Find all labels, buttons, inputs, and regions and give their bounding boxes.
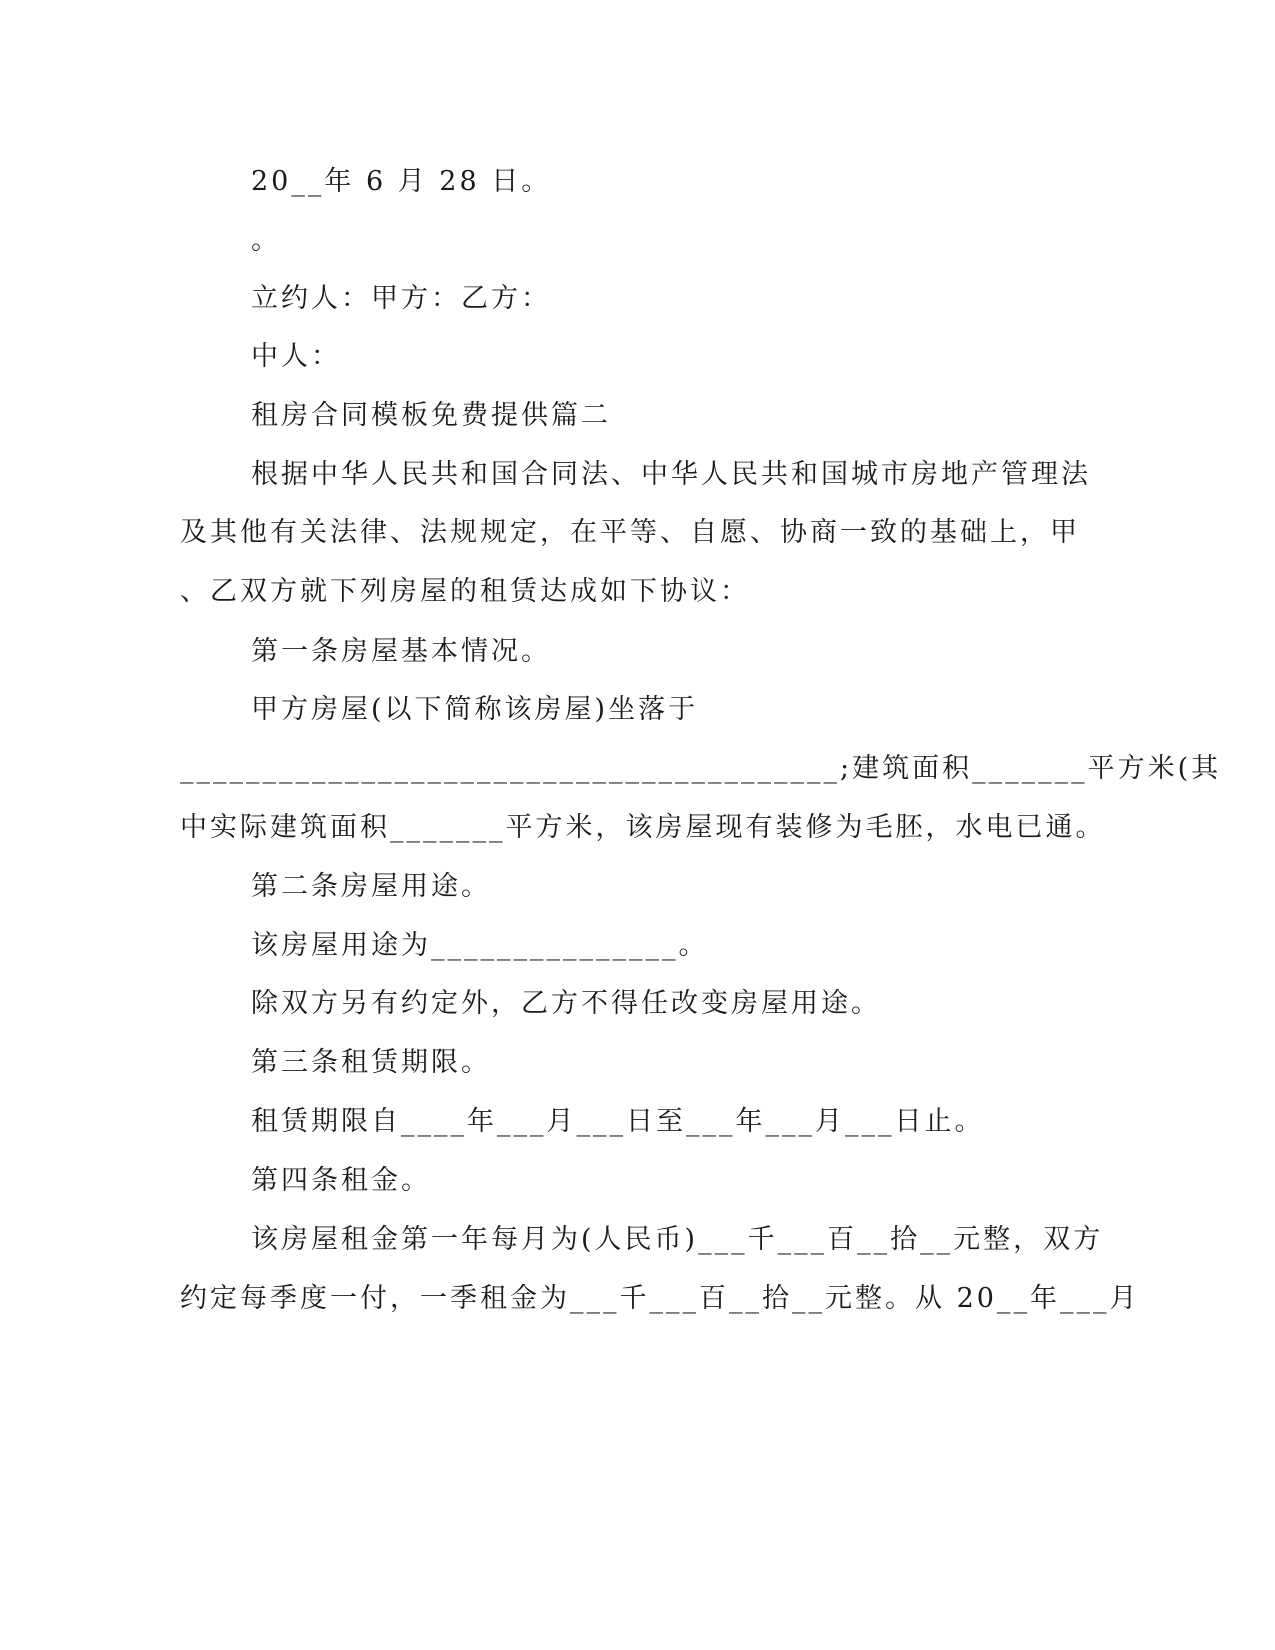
- section-title: 租房合同模板免费提供篇二: [251, 400, 611, 431]
- article-1-text-3: 中实际建筑面积_______平方米，该房屋现有装修为毛胚，水电已通。: [180, 812, 1106, 843]
- article-2-text-2: 除双方另有约定外，乙方不得任改变房屋用途。: [251, 988, 881, 1019]
- article-3-heading: 第三条租赁期限。: [251, 1047, 491, 1078]
- period-line: 。: [251, 225, 281, 256]
- article-1-text-1: 甲方房屋(以下简称该房屋)坐落于: [251, 694, 699, 725]
- article-4-heading: 第四条租金。: [251, 1165, 431, 1196]
- article-4-text-2: 约定每季度一付，一季租金为___千___百__拾__元整。从 20__年___月: [180, 1283, 1140, 1314]
- preamble-line-1: 根据中华人民共和国合同法、中华人民共和国城市房地产管理法: [251, 459, 1091, 490]
- signatories-line: 立约人：甲方：乙方：: [251, 283, 551, 314]
- preamble-line-3: 、乙双方就下列房屋的租赁达成如下协议：: [180, 576, 750, 607]
- date-line: 20__年 6 月 28 日。: [251, 166, 552, 197]
- article-4-text-1: 该房屋租金第一年每月为(人民币)___千___百__拾__元整，双方: [251, 1224, 1104, 1255]
- article-3-text: 租赁期限自____年___月___日至___年___月___日止。: [251, 1106, 985, 1137]
- article-1-heading: 第一条房屋基本情况。: [251, 636, 551, 667]
- preamble-line-2: 及其他有关法律、法规规定，在平等、自愿、协商一致的基础上，甲: [180, 517, 1080, 548]
- article-2-heading: 第二条房屋用途。: [251, 871, 491, 902]
- article-1-text-2: ________________________________________;建筑面积_______平方米(其: [180, 753, 1222, 784]
- middleman-line: 中人：: [251, 341, 341, 372]
- article-2-text-1: 该房屋用途为_______________。: [251, 930, 709, 961]
